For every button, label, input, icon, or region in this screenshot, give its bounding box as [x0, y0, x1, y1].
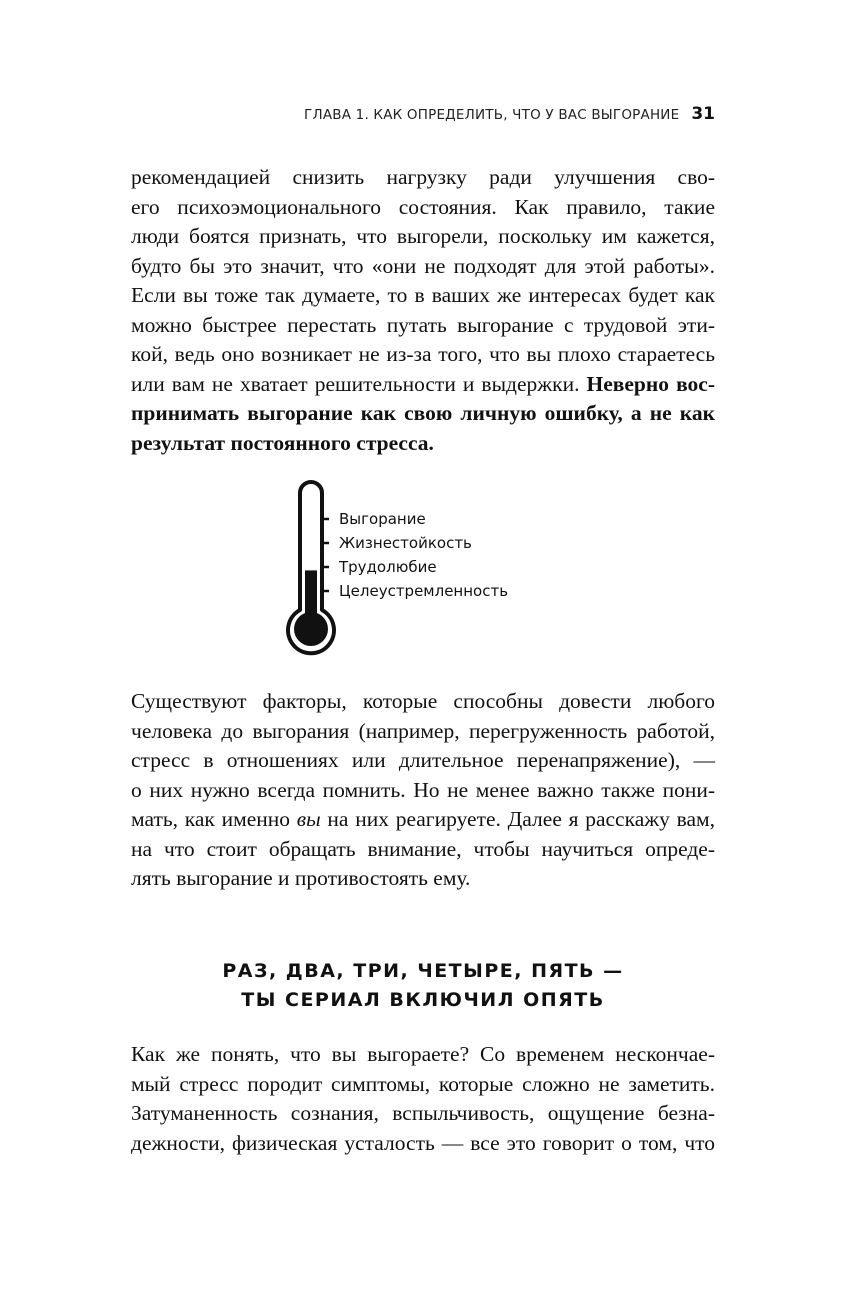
paragraph-line: его психоэмоционального состояния. Как правило, такие [131, 194, 715, 219]
paragraph-3 [131, 1040, 715, 1158]
scale-label-diligence: Трудолюбие [339, 558, 437, 576]
paragraph-text: или вам не хватает решительности и выдержки. [131, 371, 587, 396]
paragraph-line: можно быстрее перестать путать выгорание с трудовой эти- [131, 312, 715, 337]
paragraph-line: Затуманенность сознания, вспыльчивость, ощущение безна- [131, 1101, 715, 1125]
emphasis-line: результат постоянного стресса. [131, 430, 434, 455]
emphasis-text: Неверно вос- [586, 371, 715, 396]
paragraph-line: мый стресс породит симптомы, которые сложно не заметить. [131, 1071, 715, 1096]
paragraph-line [131, 370, 715, 400]
scale-label-purposefulness: Целеустремленность [339, 582, 509, 600]
page-number: 31 [691, 104, 715, 124]
paragraph-text: на них реагируете. Далее я расскажу вам, [320, 807, 715, 831]
paragraph-line [131, 805, 715, 835]
section-heading [131, 957, 715, 1015]
paragraph-line: стресс в отношениях или длительное перенапряжение), — [131, 748, 715, 772]
running-head [300, 104, 715, 126]
paragraph-line: на что стоит обращать внимание, чтобы научиться опреде- [131, 836, 715, 861]
paragraph-text: мать, как именно [131, 807, 297, 831]
paragraph-2 [131, 687, 715, 894]
section-heading-line: РАЗ, ДВА, ТРИ, ЧЕТЫРЕ, ПЯТЬ — [222, 960, 624, 982]
section-heading-line: ТЫ СЕРИАЛ ВКЛЮЧИЛ ОПЯТЬ [241, 989, 605, 1011]
paragraph-1 [131, 163, 715, 458]
emphasis-line: принимать выгорание как свою личную ошибку, а не как [131, 401, 715, 425]
paragraph-line: будто бы это значит, что «они не подходят для этой работы». [131, 253, 715, 278]
paragraph-line: Если вы тоже так думаете, то в ваших же интересах будет как [131, 283, 715, 307]
paragraph-line: кой, ведь оно возникает не из-за того, что вы плохо стараетесь [131, 342, 715, 366]
paragraph-line: Как же понять, что вы выгораете? Со временем нескончае- [131, 1042, 715, 1066]
italic-text: вы [296, 807, 321, 831]
paragraph-line: дежности, физическая усталость — все это говорит о том, что [131, 1130, 715, 1155]
paragraph-line: люди боятся признать, что выгорели, поскольку им кажется, [131, 224, 715, 248]
scale-label-resilience: Жизнестойкость [339, 534, 472, 552]
scale-label-burnout: Выгорание [339, 510, 426, 528]
paragraph-line: человека до выгорания (например, перегруженность работой, [131, 718, 715, 743]
paragraph-line: о них нужно всегда помнить. Но не менее важно также пони- [131, 777, 715, 802]
paragraph-line: Существуют факторы, которые способны довести любого [131, 689, 715, 713]
thermometer-figure [284, 480, 544, 660]
paragraph-line: лять выгорание и противостоять ему. [131, 866, 471, 890]
paragraph-line: рекомендацией снизить нагрузку ради улучшения сво- [131, 165, 715, 189]
thermometer-icon [284, 480, 344, 660]
thermometer-bulb [294, 612, 328, 646]
running-title: ГЛАВА 1. КАК ОПРЕДЕЛИТЬ, ЧТО У ВАС ВЫГОРАНИЕ [304, 107, 680, 123]
